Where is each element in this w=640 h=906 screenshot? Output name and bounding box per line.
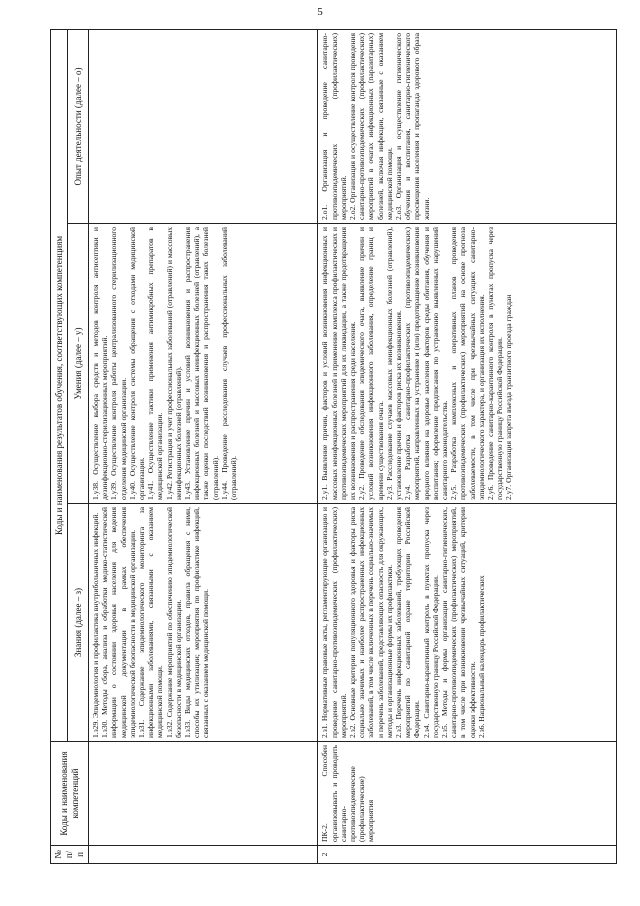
table-row: [318, 30, 617, 864]
experience-cell: [318, 30, 617, 224]
knowledge-item: 1.з33. Виды медицинских отходов, правила обращения с ними, способы их утилизации; мероприятия по профилактике инфекций, связанных с оказанием медицинской помощи.: [183, 507, 211, 738]
experience-item: 2.о2. Организация и осуществление контроля проведения санитарно-противоэпидемических (профилактических) мероприятий в очагах инфекционных (паразитарных) болезней, включая инфекции, связанные с оказанием медицинской помощи.: [347, 33, 394, 220]
skills-cell: [318, 224, 617, 504]
knowledge-item: 2.з4. Санитарно-карантинный контроль в пунктах пропуска через государственную границу Российской Федерации.: [421, 507, 440, 738]
knowledge-item: 2.з3. Перечень инфекционных заболеваний, требующих проведения мероприятий по санитарной охране территории Российской Федерации.: [393, 507, 422, 738]
header-competence: Коды и наименования компетенций: [51, 742, 89, 846]
competence-table: [50, 29, 617, 864]
skill-item: 1.у40. Осуществление контроля системы обращения с отходами медицинской организации.: [127, 227, 147, 500]
skill-item: 2.у7. Организация запрета въезда транзитного проезда граждан: [504, 294, 514, 500]
skill-item: 2.у3. Расследование случаев массовых неинфекционных болезней (отравлений), установление причин и факторов риска их возникновения.: [384, 227, 403, 500]
knowledge-item: 2.з2. Основные критерии популяционного здоровья и факторы риска социально значимых и наиболее распространенных инфекционных заболеваний, в том числе включенных в перечень социально-значимых и перечень заболеваний, представляющих опасность для окружающих, методы и организационные формы их профилактики.: [347, 507, 394, 738]
page-number: 5: [317, 6, 323, 18]
rotated-table-container: [50, 30, 614, 864]
knowledge-item: 1.з30. Методы сбора, анализа и обработки медико-статистической информации о состоянии здоровья населения для ведения медицинской документации в рамках обеспечения эпидемиологической безопасности в медицинской организации.: [100, 507, 137, 738]
knowledge-cell: [318, 504, 617, 742]
header-experience: Опыт деятельности (далее – о): [68, 30, 89, 224]
competence-cell: ПК-2. Способен организовывать и проводить санитарно-противоэпидемические (профилактические) мероприятия: [318, 742, 617, 846]
skills-cell: [89, 224, 318, 504]
header-knowledge: Знания (далее – з): [68, 504, 89, 742]
experience-item: 2.о1. Организация и проведение санитарно-противоэпидемических (профилактических) мероприятий.: [320, 33, 348, 220]
skill-item: 1.у41. Осуществление тактики применения антимикробных препаратов в медицинской организации.: [146, 227, 165, 500]
header-skills: Умения (далее – у): [68, 224, 89, 504]
table-row: [89, 30, 318, 864]
skill-item: 2.у4. Разработка санитарно-профилактических (противоэпидемических) мероприятий, направленных на устранение и (или) предотвращение возникновения вредного влияния на здоровье населения факторов среды обитания, обучения и воспитания; оформление предписания по устранению выявленных нарушений санитарного законодательства.: [403, 227, 449, 500]
header-results-group: Коды и наименования результатов обучения, соответствующих компетенциям: [51, 30, 68, 742]
knowledge-item: 1.з29. Эпидемиология и профилактика внутрибольничных инфекций.: [91, 512, 100, 738]
skill-item: 2.у5. Разработка комплексных и оперативных планов проведения противоэпидемических (профилактических) мероприятий на основе прогноза заболеваемости, в том числе при чрезвычайных ситуациях санитарно-эпидемиологического характера, и организация их исполнения.: [449, 227, 486, 500]
header-num: № п/п: [51, 846, 89, 864]
skill-item: 1.у38. Осуществление выбора средств и методов контроля антисептики и дезинфекционно-стерилизационных мероприятий.: [91, 227, 110, 500]
experience-item: 2.о3. Организация и осуществление гигиенического обучения и воспитания, санитарно-гигиенического просвещения населения и пропаганда здорового образа жизни.: [393, 33, 431, 220]
knowledge-item: 1.з32. Содержание мероприятий по обеспечению эпидемиологической безопасности в медицинской организации.: [164, 507, 183, 738]
knowledge-item: 2.з1. Нормативные правовые акты, регламентирующие организацию и проведение санитарно-противоэпидемических (профилактических) мероприятий.: [320, 507, 348, 738]
skill-item: 2.у1. Выявление причин, факторов и условий возникновения инфекционных и массовых неинфекционных болезней и применение комплекса профилактических и противоэпидемических мероприятий для их ликвидации, а также предотвращения их возникновения и распространения среди населения.: [320, 227, 357, 500]
skill-item: 2.у6. Проведение санитарно-карантинного контроля в пунктах пропуска через государственную границу Российской Федерации.: [485, 227, 505, 500]
skill-item: 2.у2. Проведение обследования эпидемического очага, выявление причин и условий возникновения инфекционного заболевания, определение границ и времени существования очага.: [357, 227, 385, 500]
experience-cell: [89, 30, 318, 224]
knowledge-item: 2.з5. Методы и формы организации санитарно-гигиенических, санитарно-противоэпидемических (профилактических) мероприятий, в том числе при возникновении чрезвычайных ситуаций, критерии оценки эффективности.: [439, 507, 477, 738]
row-number-cell: [89, 846, 318, 864]
skill-item: 1.у44. Проведение расследования случаев профессиональных заболеваний (отравлений).: [219, 227, 239, 500]
knowledge-cell: [89, 504, 318, 742]
skill-item: 1.у43. Установление причин и условий возникновения и распространения инфекционных болезней и массовых неинфекционных болезней (отравлений), а также оценки последствий возникновения и распространения таких болезней (отравлений).: [183, 227, 220, 500]
competence-cell: [89, 742, 318, 846]
row-number-cell: 2: [318, 846, 617, 864]
knowledge-item: 2.з6. Национальный календарь профилактических: [476, 575, 486, 738]
knowledge-item: 1.з31. Содержание эпидемиологического мониторинга за инфекционными заболеваниями, связанными с оказанием медицинской помощи.: [137, 507, 165, 738]
skill-item: 1.у42. Регистрация и учет профессиональных заболеваний (отравлений) и массовых неинфекционных болезней (отравлений).: [164, 227, 183, 500]
skill-item: 1.у39. Осуществление контроля работы централизованного стерилизационного отделения медицинской организации.: [109, 227, 128, 500]
